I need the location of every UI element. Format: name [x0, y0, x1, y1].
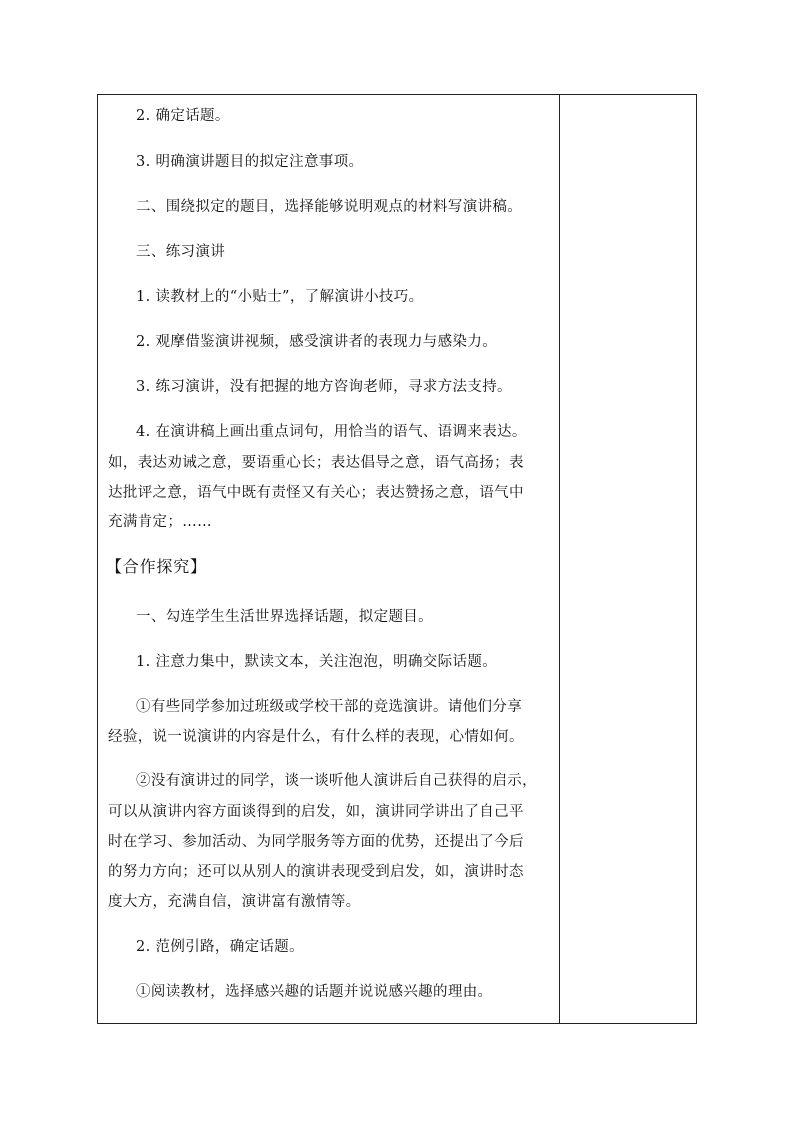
- text-line: ①阅读教材，选择感兴趣的话题并说说感兴趣的理由。: [136, 984, 493, 1000]
- text-line: 一、勾连学生生活世界选择话题，拟定题目。: [136, 609, 433, 625]
- text-line: ②没有演讲过的同学，谈一谈听他人演讲后自己获得的启示，: [136, 773, 537, 789]
- section-title: 【合作探究】: [106, 557, 207, 576]
- content-cell: [98, 95, 559, 1023]
- text-line: 二、围绕拟定的题目，选择能够说明观点的材料写演讲稿。: [136, 199, 523, 215]
- text-line: 1. 读教材上的“小贴士”，了解演讲小技巧。: [136, 289, 424, 305]
- text-line: 3. 明确演讲题目的拟定注意事项。: [136, 154, 364, 170]
- text-line: 度大方，充满自信，演讲富有激情等。: [108, 894, 361, 910]
- text-line: 如，表达劝诫之意，要语重心长；表达倡导之意，语气高扬；表: [108, 455, 524, 471]
- text-line: 3. 练习演讲，没有把握的地方咨询老师，寻求方法支持。: [136, 379, 512, 395]
- text-line: 充满肯定；……: [108, 514, 212, 530]
- text-line: 经验，说一说演讲的内容是什么，有什么样的表现，心情如何。: [108, 729, 524, 745]
- text-line: 4. 在演讲稿上画出重点词句，用恰当的语气、语调来表达。: [136, 424, 527, 440]
- text-line: 2. 观摩借鉴演讲视频，感受演讲者的表现力与感染力。: [136, 334, 498, 350]
- text-line: ①有些同学参加过班级或学校干部的竞选演讲。请他们分享: [136, 699, 523, 715]
- text-line: 的努力方向；还可以从别人的演讲表现受到启发，如，演讲时态: [108, 864, 524, 880]
- notes-cell: [560, 95, 696, 1023]
- text-line: 达批评之意，语气中既有责怪又有关心；表达赞扬之意，语气中: [108, 485, 524, 501]
- lesson-table: [97, 94, 697, 1024]
- text-line: 1. 注意力集中，默读文本，关注泡泡，明确交际话题。: [136, 654, 498, 670]
- text-line: 2. 确定话题。: [136, 108, 230, 124]
- text-line: 2. 范例引路，确定话题。: [136, 939, 304, 955]
- text-line: 可以从演讲内容方面谈得到的启发，如，演讲同学讲出了自己平: [108, 804, 524, 820]
- section-heading: 三、练习演讲: [136, 244, 226, 260]
- text-line: 时在学习、参加活动、为同学服务等方面的优势，还提出了今后: [108, 834, 524, 850]
